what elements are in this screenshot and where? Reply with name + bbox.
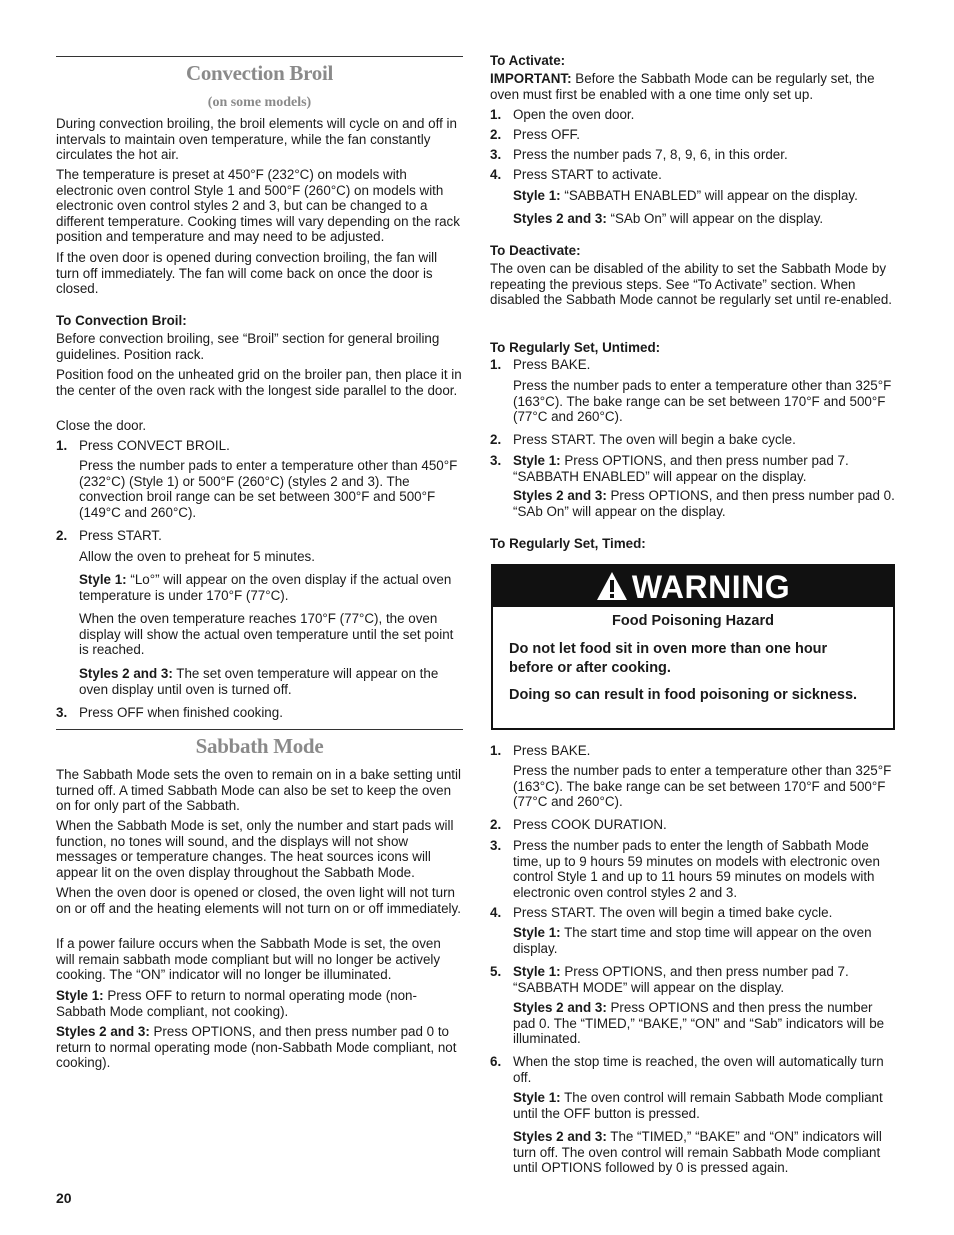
paragraph: The temperature is preset at 450°F (232°C) on models with electronic oven control Style 1 and 500°F (260°C) on models with electronic oven control styles 2 and 3, but can be changed to a different temperature. Cooking times will vary depending on the rack position and temperature and may need to be adjusted. <box>56 167 460 245</box>
paragraph: Position food on the unheated grid on the broiler pan, then place it in the center of the oven rack with the longest side parallel to the door. <box>56 367 462 398</box>
style-label: Styles 2 and 3: <box>513 211 607 226</box>
style-note <box>56 1024 463 1071</box>
style-text: “SABBATH ENABLED” will appear on the display. <box>560 188 858 203</box>
warning-triangle-icon <box>596 571 628 601</box>
warning-box <box>491 564 895 730</box>
style-text: Press OPTIONS, and then press number pad 7. “SABBATH ENABLED” will appear on the display. <box>513 453 849 484</box>
subheading: To Regularly Set, Untimed: <box>490 340 661 355</box>
convection-broil-title: Convection Broil <box>185 61 334 85</box>
subheading: To Activate: <box>490 53 566 68</box>
step-number: 3. <box>490 838 502 853</box>
step-number: 4. <box>490 905 502 920</box>
step-text: Press COOK DURATION. <box>513 817 667 832</box>
step-text: Open the oven door. <box>513 107 635 122</box>
style-text: Press OPTIONS and then press the number pad 0. The “TIMED,” “BAKE,” “ON” and “Sab” indicators will be illuminated. <box>513 1000 885 1047</box>
style-text: The start time and stop time will appear on the oven display. <box>513 925 872 956</box>
warning-title <box>493 566 893 607</box>
step-text: Press BAKE. <box>513 357 591 372</box>
step-number: 2. <box>56 528 68 543</box>
style-note <box>79 666 463 697</box>
step-text: Press BAKE. <box>513 743 591 758</box>
hazard-title: Food Poisoning Hazard <box>612 613 774 629</box>
style-label: Styles 2 and 3: <box>56 1024 150 1039</box>
step-number: 1. <box>490 743 502 758</box>
paragraph: The oven can be disabled of the ability to set the Sabbath Mode by repeating the previous steps. See “To Activate” section. When disabled the Sabbath Mode cannot be regularly set until re-enabled. <box>490 261 892 308</box>
warning-message: Do not let food sit in oven more than one hour before or after cooking. <box>509 641 828 676</box>
step-number: 1. <box>490 107 502 122</box>
style-text: Press OPTIONS, and then press number pad 0 to return to normal operating mode (non-Sabbath Mode compliant, not cooking). <box>56 1024 457 1071</box>
style-text: “Lo°” will appear on the oven display if the actual oven temperature is under 170°F (77°C). <box>79 572 452 603</box>
step-number: 3. <box>490 147 502 162</box>
paragraph: The Sabbath Mode sets the oven to remain on in a bake setting until turned off. A timed Sabbath Mode can also be set to keep the oven on for only part of the Sabbath. <box>56 767 461 814</box>
style-note <box>513 188 897 204</box>
step-text <box>513 964 897 995</box>
step-detail: Press the number pads to enter a temperature other than 325°F (163°C). The bake range can be set between 170°F and 500°F (77°C and 260°C). <box>513 378 892 425</box>
paragraph: During convection broiling, the broil elements will cycle on and off in intervals to maintain oven temperature, while the fan constantly circulates the hot air. <box>56 116 457 163</box>
style-text: Press OPTIONS, and then press number pad 0. “SAb On” will appear on the display. <box>513 488 895 519</box>
style-label: Style 1: <box>513 925 561 940</box>
step-detail: Allow the oven to preheat for 5 minutes. <box>79 549 315 564</box>
step-detail: Press the number pads to enter a temperature other than 325°F (163°C). The bake range can be set between 170°F and 500°F (77°C and 260°C). <box>513 763 892 810</box>
style-note <box>513 211 897 227</box>
style-text: Press OFF to return to normal operating mode (non-Sabbath Mode compliant, not cooking). <box>56 988 417 1019</box>
step-number: 2. <box>490 432 502 447</box>
style-note <box>79 572 463 603</box>
style-text: The “TIMED,” “BAKE” and “ON” indicators will turn off. The oven control will remain Sabbath Mode compliant until OPTIONS followed by 0 is pressed again. <box>513 1129 882 1176</box>
style-label: Style 1: <box>56 988 104 1003</box>
subheading: To Deactivate: <box>490 243 581 258</box>
step-text: Press START to activate. <box>513 167 662 182</box>
style-label: Style 1: <box>79 572 127 587</box>
style-label: Style 1: <box>513 453 561 468</box>
top-rule <box>56 56 463 57</box>
important-text: Before the Sabbath Mode can be regularly set, the oven must first be enabled with a one time only set up. <box>490 71 875 102</box>
important-label: IMPORTANT: <box>490 71 572 86</box>
step-number: 4. <box>490 167 502 182</box>
step-text: Press the number pads to enter the length of Sabbath Mode time, up to 9 hours 59 minutes on models with electronic oven control Style 1 and up to 11 hours 59 minutes on models with electronic oven control styles 2 and 3. <box>513 838 880 900</box>
section-rule <box>56 729 463 730</box>
paragraph: If a power failure occurs when the Sabbath Mode is set, the oven will remain sabbath mode compliant but will no longer be actively cooking. The “ON” indicator will no longer be illuminated. <box>56 936 441 983</box>
subheading: To Regularly Set, Timed: <box>490 536 646 551</box>
step-text: Press CONVECT BROIL. <box>79 438 230 453</box>
paragraph: If the oven door is opened during convection broiling, the fan will turn off immediately. The fan will come back on once the door is closed. <box>56 250 438 297</box>
step-number: 5. <box>490 964 502 979</box>
step-number: 1. <box>56 438 68 453</box>
style-label: Style 1: <box>513 188 561 203</box>
style-note <box>513 1090 897 1121</box>
style-label: Style 1: <box>513 964 561 979</box>
step-number: 6. <box>490 1054 502 1069</box>
page-number: 20 <box>56 1190 72 1206</box>
step-number: 2. <box>490 817 502 832</box>
style-text: The set oven temperature will appear on the oven display until oven is turned off. <box>79 666 439 697</box>
style-note <box>513 1129 897 1176</box>
style-text: The oven control will remain Sabbath Mode compliant until the OFF button is pressed. <box>513 1090 883 1121</box>
style-label: Styles 2 and 3: <box>513 1000 607 1015</box>
step-text: Press OFF. <box>513 127 580 142</box>
convection-broil-subtitle: (on some models) <box>207 95 312 110</box>
step-text: Press the number pads 7, 8, 9, 6, in this order. <box>513 147 788 162</box>
style-note <box>56 988 463 1019</box>
style-label: Styles 2 and 3: <box>79 666 173 681</box>
step-number: 3. <box>56 705 68 720</box>
step-detail: Press the number pads to enter a temperature other than 450°F (232°C) (Style 1) or 500°F (260°C) (styles 2 and 3). The convection broil range can be set between 300°F and 500°F (149°C and 260°C). <box>79 458 458 520</box>
paragraph: Close the door. <box>56 418 147 433</box>
step-text: Press START. The oven will begin a timed bake cycle. <box>513 905 833 920</box>
paragraph: Before convection broiling, see “Broil” section for general broiling guidelines. Position rack. <box>56 331 440 362</box>
step-text <box>513 453 897 484</box>
step-text: Press START. The oven will begin a bake cycle. <box>513 432 796 447</box>
style-text: “SAb On” will appear on the display. <box>606 211 824 226</box>
sabbath-mode-title: Sabbath Mode <box>195 734 324 758</box>
paragraph: When the Sabbath Mode is set, only the number and start pads will function, no tones will sound, and the displays will not show messages or temperature changes. The heat sources icons will appear lit on the oven display throughout the Sabbath Mode. <box>56 818 454 880</box>
style-note <box>513 925 897 956</box>
step-number: 2. <box>490 127 502 142</box>
style-note <box>513 488 897 519</box>
paragraph: When the oven door is opened or closed, the oven light will not turn on or off and the heating elements will not turn on or off immediately. <box>56 885 461 916</box>
step-text: Press START. <box>79 528 162 543</box>
step-number: 1. <box>490 357 502 372</box>
style-label: Styles 2 and 3: <box>513 1129 607 1144</box>
step-detail: When the oven temperature reaches 170°F (77°C), the oven display will show the actual oven temperature until the set point is reached. <box>79 611 454 658</box>
style-text: Press OPTIONS, and then press number pad 7. “SABBATH MODE” will appear on the display. <box>513 964 849 995</box>
warning-title-text: WARNING <box>631 569 791 605</box>
step-text: Press OFF when finished cooking. <box>79 705 283 720</box>
style-label: Styles 2 and 3: <box>513 488 607 503</box>
step-number: 3. <box>490 453 502 468</box>
paragraph <box>490 71 897 102</box>
style-label: Style 1: <box>513 1090 561 1105</box>
style-note <box>513 1000 897 1047</box>
step-text: When the stop time is reached, the oven will automatically turn off. <box>513 1054 884 1085</box>
warning-message: Doing so can result in food poisoning or sickness. <box>509 687 858 703</box>
subheading: To Convection Broil: <box>56 313 187 328</box>
